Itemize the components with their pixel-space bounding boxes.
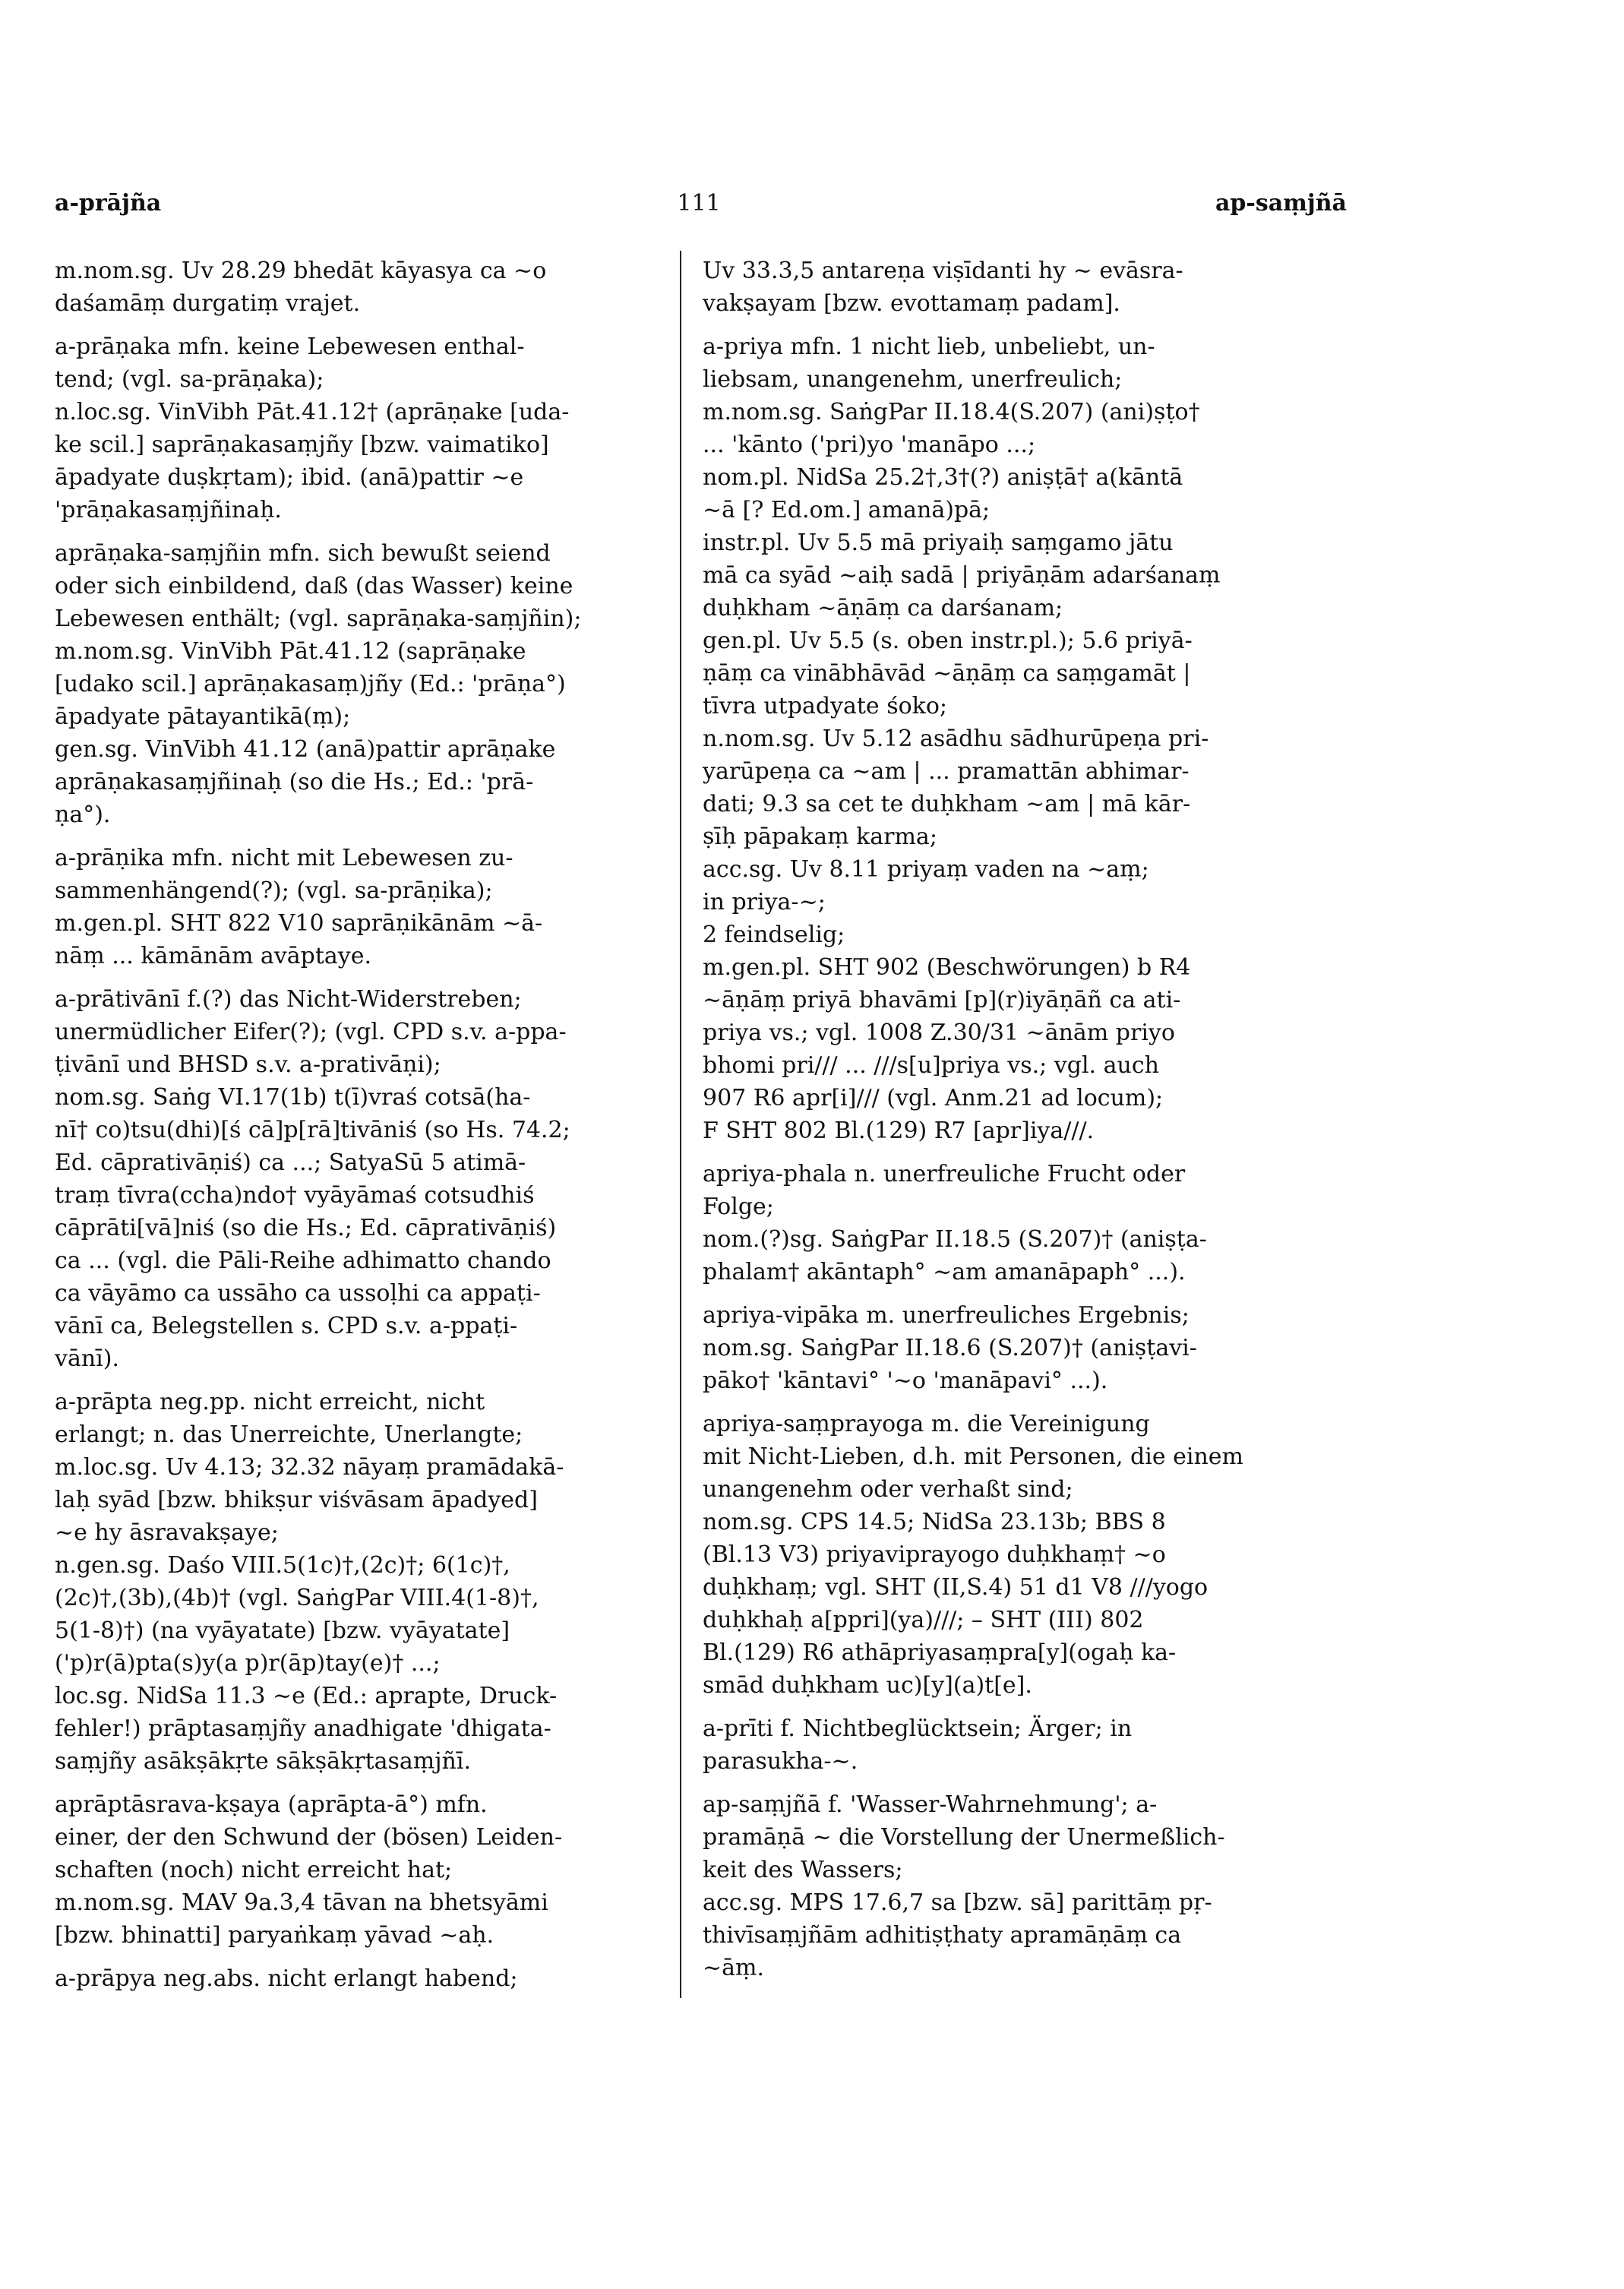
entry-line: pāko† 'kāntavi° '~o 'manāpavi° ...). [703, 1367, 1108, 1394]
entry-line: F SHT 802 Bl.(129) R7 [apr]iya///. [703, 1118, 1095, 1144]
entry-line: duḥkhaḥ a[ppri](ya)///; – SHT (III) 802 [703, 1607, 1144, 1633]
entry-line: keit des Wassers; [703, 1857, 903, 1883]
entry-line: ca vāyāmo ca ussāho ca ussoḷhi ca appaṭi- [55, 1280, 541, 1307]
entry-line: 'prāṇakasaṃjñinaḥ. [55, 497, 282, 523]
running-head-left: a-prājña [55, 190, 162, 217]
entry-line: ~āṃ. [703, 1955, 765, 1981]
dictionary-entry [703, 1299, 1333, 1397]
column-divider [680, 251, 681, 1998]
entry-line: vānī ca, Belegstellen s. CPD s.v. a-ppaṭi- [55, 1313, 518, 1339]
right-column [703, 255, 1333, 1995]
entry-line: aprāptāsrava-kṣaya (aprāpta-ā°) mfn. [55, 1791, 488, 1818]
entry-line: nom.sg. SaṅgPar II.18.6 (S.207)† (aniṣṭavi- [703, 1335, 1197, 1361]
entry-line: dati; 9.3 sa cet te duḥkham ~am | mā kār- [703, 791, 1191, 817]
page-number: 111 [677, 190, 721, 217]
entry-line: (2c)†,(3b),(4b)† (vgl. SaṅgPar VIII.4(1-8)†, [55, 1585, 539, 1611]
entry-line: traṃ tīvra(ccha)ndo† vyāyāmaś cotsudhiś [55, 1182, 535, 1209]
entry-line: n.loc.sg. VinVibh Pāt.41.12† (aprāṇake [uda- [55, 399, 570, 425]
entry-line: nom.sg. CPS 14.5; NidSa 23.13b; BBS 8 [703, 1509, 1166, 1535]
entry-line: [udako scil.] aprāṇakasaṃ)jñy (Ed.: 'prāṇa°) [55, 671, 566, 697]
entry-line: a-prātivānī f.(?) das Nicht-Widerstreben; [55, 986, 522, 1013]
entry-line: gen.pl. Uv 5.5 (s. oben instr.pl.); 5.6 priyā- [703, 628, 1193, 654]
entry-line: āpadyate duṣkṛtam); ibid. (anā)pattir ~e [55, 464, 524, 491]
entry-line: ~āṇāṃ priyā bhavāmi [p](r)iyāṇāñ ca ati- [703, 987, 1181, 1013]
dictionary-entry [55, 1962, 678, 1995]
entry-line: a-prāṇika mfn. nicht mit Lebewesen zu- [55, 845, 513, 871]
entry-line: n.gen.sg. Daśo VIII.5(1c)†,(2c)†; 6(1c)†, [55, 1552, 510, 1579]
entry-line: ke scil.] saprāṇakasaṃjñy [bzw. vaimatiko] [55, 432, 549, 458]
entry-line: pramāṇā ~ die Vorstellung der Unermeßlich- [703, 1824, 1225, 1851]
entry-line: Uv 33.3,5 antareṇa viṣīdanti hy ~ evāsra- [703, 258, 1183, 284]
entry-line: ṇāṃ ca vinābhāvād ~āṇāṃ ca saṃgamāt | [703, 660, 1191, 687]
entry-line: a-prāpta neg.pp. nicht erreicht, nicht [55, 1389, 485, 1415]
entry-line: m.nom.sg. VinVibh Pāt.41.12 (saprāṇake [55, 638, 526, 665]
dictionary-entry [55, 983, 678, 1375]
entry-line: mā ca syād ~aiḥ sadā | priyāṇām adarśanaṃ [703, 562, 1221, 589]
entry-line: aprāṇaka-saṃjñin mfn. sich bewußt seiend [55, 540, 551, 567]
entry-line: nom.sg. Saṅg VI.17(1b) t(ī)vraś cotsā(ha- [55, 1084, 531, 1111]
entry-line: [bzw. bhinatti] paryaṅkaṃ yāvad ~aḥ. [55, 1922, 494, 1949]
dictionary-entry [703, 1712, 1333, 1778]
entry-line: einer, der den Schwund der (bösen) Leiden- [55, 1824, 563, 1851]
entry-line: 5(1-8)†) (na vyāyatate) [bzw. vyāyatate] [55, 1617, 510, 1644]
entry-line: unermüdlicher Eifer(?); (vgl. CPD s.v. a-ppa- [55, 1019, 567, 1045]
entry-line: 907 R6 apr[i]/// (vgl. Anm.21 ad locum); [703, 1085, 1164, 1111]
entry-line: acc.sg. MPS 17.6,7 sa [bzw. sā] parittāṃ pṛ- [703, 1889, 1212, 1916]
entry-line: apriya-saṃprayoga m. die Vereinigung [703, 1411, 1150, 1437]
dictionary-entry [55, 255, 678, 320]
entry-line: parasukha-~. [703, 1748, 858, 1775]
entry-line: in priya-~; [703, 889, 826, 915]
entry-line: cāprāti[vā]niś (so die Hs.; Ed. cāprativāṇiś) [55, 1215, 557, 1241]
entry-line: āpadyate pātayantikā(ṃ); [55, 703, 351, 730]
entry-line: m.nom.sg. SaṅgPar II.18.4(S.207) (ani)ṣṭo† [703, 399, 1200, 425]
entry-line: ~ā [? Ed.om.] amanā)pā; [703, 497, 991, 523]
entry-line: Folge; [703, 1194, 774, 1220]
dictionary-entry [703, 1408, 1333, 1702]
entry-line: sammenhängend(?); (vgl. sa-prāṇika); [55, 877, 493, 904]
entry-line: a-prīti f. Nichtbeglücktsein; Ärger; in [703, 1715, 1133, 1742]
entry-line: Bl.(129) R6 athāpriyasaṃpra[y](ogaḥ ka- [703, 1639, 1177, 1666]
entry-line: laḥ syād [bzw. bhikṣur viśvāsam āpadyed] [55, 1487, 538, 1513]
entry-line: duḥkham ~āṇāṃ ca darśanam; [703, 595, 1063, 621]
entry-line: Lebewesen enthält; (vgl. saprāṇaka-saṃjñin); [55, 605, 582, 632]
entry-line: liebsam, unangenehm, unerfreulich; [703, 366, 1123, 393]
dictionary-entry [55, 1386, 678, 1778]
entry-line: m.gen.pl. SHT 902 (Beschwörungen) b R4 [703, 954, 1191, 981]
dictionary-entry [55, 537, 678, 831]
entry-line: ca ... (vgl. die Pāli-Reihe adhimatto chando [55, 1247, 551, 1274]
entry-line: a-prāṇaka mfn. keine Lebewesen enthal- [55, 334, 525, 360]
entry-line: 2 feindselig; [703, 922, 845, 948]
entry-line: ṭivānī und BHSD s.v. a-prativāṇi); [55, 1051, 441, 1078]
dictionary-entry [55, 330, 678, 526]
entry-line: yarūpeṇa ca ~am | ... pramattān abhimar- [703, 758, 1190, 785]
entry-line: oder sich einbildend, daß (das Wasser) keine [55, 573, 573, 599]
entry-line: erlangt; n. das Unerreichte, Unerlangte; [55, 1421, 523, 1448]
entry-line: nom.pl. NidSa 25.2†,3†(?) aniṣṭā† a(kāntā [703, 464, 1183, 491]
entry-line: acc.sg. Uv 8.11 priyaṃ vaden na ~aṃ; [703, 856, 1149, 883]
entry-line: bhomi pri/// ... ///s[u]priya vs.; vgl. auch [703, 1052, 1159, 1079]
entry-line: smād duḥkham uc)[y](a)t[e]. [703, 1672, 1032, 1699]
dictionary-entry [703, 1158, 1333, 1288]
entry-line: m.nom.sg. MAV 9a.3,4 tāvan na bhetsyāmi [55, 1889, 548, 1916]
entry-line: ... 'kānto ('pri)yo 'manāpo ...; [703, 432, 1036, 458]
entry-line: mit Nicht-Lieben, d.h. mit Personen, die einem [703, 1443, 1244, 1470]
dictionary-entry [703, 1788, 1333, 1984]
entry-line: m.nom.sg. Uv 28.29 bhedāt kāyasya ca ~o [55, 258, 547, 284]
entry-line: aprāṇakasaṃjñinaḥ (so die Hs.; Ed.: 'prā- [55, 769, 534, 795]
dictionary-entry [55, 1788, 678, 1952]
left-column [55, 255, 678, 2006]
entry-line: (Bl.13 V3) priyaviprayogo duḥkhaṃ† ~o [703, 1541, 1166, 1568]
entry-line: nāṃ ... kāmānām avāptaye. [55, 943, 372, 969]
entry-line: phalam† akāntaph° ~am amanāpaph° ...). [703, 1259, 1186, 1285]
entry-line: a-prāpya neg.abs. nicht erlangt habend; [55, 1965, 518, 1992]
entry-line: nom.(?)sg. SaṅgPar II.18.5 (S.207)† (aniṣṭa- [703, 1226, 1207, 1253]
entry-line: loc.sg. NidSa 11.3 ~e (Ed.: aprapte, Druck- [55, 1683, 558, 1709]
entry-line: Ed. cāprativāṇiś) ca ...; SatyaSū 5 atimā- [55, 1149, 526, 1176]
entry-line: nī† co)tsu(dhi)[ś cā]p[rā]tivāniś (so Hs. 74.2; [55, 1117, 570, 1143]
entry-line: apriya-phala n. unerfreuliche Frucht oder [703, 1161, 1186, 1187]
dictionary-entry [55, 842, 678, 972]
dictionary-entry [703, 255, 1333, 320]
entry-line: schaften (noch) nicht erreicht hat; [55, 1857, 453, 1883]
entry-line: gen.sg. VinVibh 41.12 (anā)pattir aprāṇake [55, 736, 556, 763]
dictionary-entry [703, 330, 1333, 1147]
entry-line: ṇa°). [55, 801, 111, 828]
entry-line: instr.pl. Uv 5.5 mā priyaiḥ saṃgamo jātu [703, 530, 1174, 556]
entry-line: ap-saṃjñā f. 'Wasser-Wahrnehmung'; a- [703, 1791, 1158, 1818]
entry-line: saṃjñy asākṣākṛte sākṣākṛtasaṃjñī. [55, 1748, 472, 1775]
running-head-right: ap-saṃjñā [1215, 190, 1347, 217]
entry-line: apriya-vipāka m. unerfreuliches Ergebnis; [703, 1302, 1190, 1329]
entry-line: tīvra utpadyate śoko; [703, 693, 948, 719]
entry-line: a-priya mfn. 1 nicht lieb, unbeliebt, un- [703, 334, 1155, 360]
entry-line: duḥkhaṃ; vgl. SHT (II,S.4) 51 d1 V8 ///yogo [703, 1574, 1209, 1601]
entry-line: n.nom.sg. Uv 5.12 asādhu sādhurūpeṇa pri- [703, 726, 1209, 752]
entry-line: ~e hy āsravakṣaye; [55, 1519, 279, 1546]
entry-line: vānī). [55, 1345, 119, 1372]
entry-line: fehler!) prāptasaṃjñy anadhigate 'dhigata- [55, 1715, 551, 1742]
entry-line: thivīsaṃjñām adhitiṣṭhaty apramāṇāṃ ca [703, 1922, 1182, 1949]
entry-line: ṣīḥ pāpakaṃ karma; [703, 824, 937, 850]
entry-line: daśamāṃ durgatiṃ vrajet. [55, 290, 361, 317]
entry-line: unangenehm oder verhaßt sind; [703, 1476, 1073, 1503]
entry-line: tend; (vgl. sa-prāṇaka); [55, 366, 324, 393]
entry-line: ('p)r(ā)pta(s)y(a p)r(āp)tay(e)† ...; [55, 1650, 441, 1677]
entry-line: m.gen.pl. SHT 822 V10 saprāṇikānām ~ā- [55, 910, 543, 937]
entry-line: m.loc.sg. Uv 4.13; 32.32 nāyaṃ pramādakā- [55, 1454, 564, 1481]
entry-line: priya vs.; vgl. 1008 Z.30/31 ~ānām priyo [703, 1020, 1175, 1046]
entry-line: vakṣayam [bzw. evottamaṃ padam]. [703, 290, 1120, 317]
